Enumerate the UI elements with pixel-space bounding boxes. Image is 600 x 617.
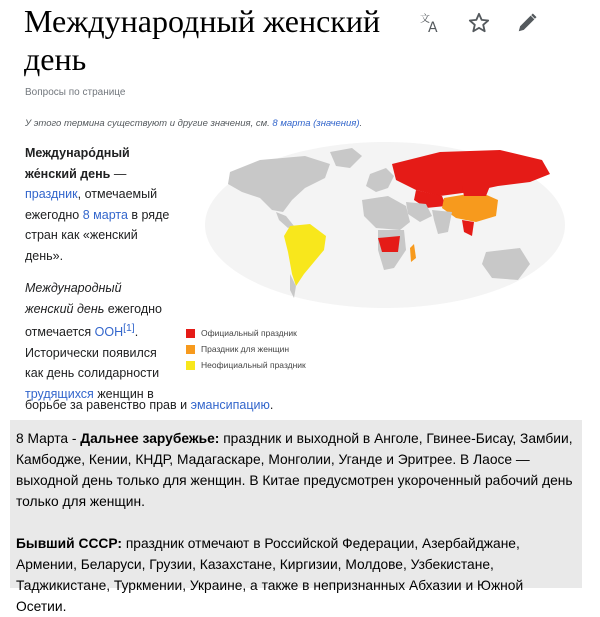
page-actions [418, 10, 540, 36]
note-paragraph-ussr [16, 533, 576, 617]
legend-swatch-yellow [186, 361, 195, 370]
legend-label: Официальный праздник [201, 328, 297, 338]
emancipation-link[interactable]: эмансипацию [190, 398, 270, 412]
tail-text: борьбе за равенство прав и [25, 398, 191, 412]
hatnote-prefix: У этого термина существуют и другие значения, см. [25, 118, 270, 129]
map-legend [186, 325, 306, 373]
translate-icon[interactable] [418, 10, 444, 36]
term-italic: Международный женский день [25, 281, 122, 316]
legend-item [186, 357, 306, 373]
legend-item [186, 325, 306, 341]
map-mongolia [462, 186, 490, 196]
note-text-ussr: праздник отмечают в Российской Федерации, Азербайджане, Армении, Беларуси, Грузии, Казахстане, Киргизии, Молдове, Узбекистане, Таджикистане, Туркмении, Украине, а также в непризнанных Абхазии и Южной Осетии. [16, 536, 524, 614]
legend-label: Праздник для женщин [201, 344, 290, 354]
un-link[interactable]: ООН [94, 325, 124, 340]
legend-label: Неофициальный праздник [201, 360, 306, 370]
caption-note [10, 420, 582, 614]
date-link[interactable]: 8 марта [82, 207, 128, 222]
page-title: Международный женский день [24, 3, 381, 77]
legend-item [186, 341, 306, 357]
hatnote [25, 118, 362, 129]
paragraph-continuation [25, 395, 273, 415]
intro-text-1: , отмечаемый ежегодно [25, 187, 158, 222]
star-icon[interactable] [466, 10, 492, 36]
page-questions-link[interactable]: Вопросы по странице [25, 87, 126, 98]
legend-swatch-red [186, 329, 195, 338]
intro-paragraph [25, 143, 173, 266]
intro-text-2: в ряде стран как «женский день». [25, 207, 170, 263]
hatnote-suffix: . [359, 118, 363, 129]
p2-text-2: . Исторически появился как день солидарности [25, 325, 160, 381]
note-heading-abroad: Дальнее зарубежье: [80, 431, 220, 446]
disambiguation-link[interactable]: 8 марта (значения) [272, 118, 360, 129]
pencil-icon[interactable] [514, 10, 540, 36]
legend-swatch-orange [186, 345, 195, 354]
svg-text:文: 文 [420, 14, 430, 25]
holiday-link[interactable]: праздник [25, 187, 78, 201]
reference-link[interactable]: [1] [123, 323, 135, 334]
p2-text-1: ежегодно отмечается [25, 301, 162, 340]
workers-link[interactable]: трудящихся [25, 386, 94, 401]
note-paragraph-abroad [16, 428, 576, 512]
note-heading-ussr: Бывший СССР: [16, 536, 122, 551]
world-map-image[interactable] [180, 140, 590, 320]
note-text-abroad: праздник и выходной в Анголе, Гвинее-Бисау, Замбии, Камбодже, Кении, КНДР, Мадагаскаре, Монголии, Уганде и Эритрее. В Лаосе — выходной день только для женщин. В Китае предусмотрен укороченный рабочий день только для женщин. [16, 431, 573, 509]
term-bold: Междунаро́дный же́нский день [25, 146, 130, 181]
p2-text-3: женщин в [93, 386, 154, 401]
second-paragraph [25, 278, 173, 404]
intro-dash: — [110, 166, 127, 181]
svg-text:A: A [428, 20, 438, 35]
tail-end: . [269, 398, 274, 412]
note-prefix: 8 Марта - [16, 431, 81, 446]
